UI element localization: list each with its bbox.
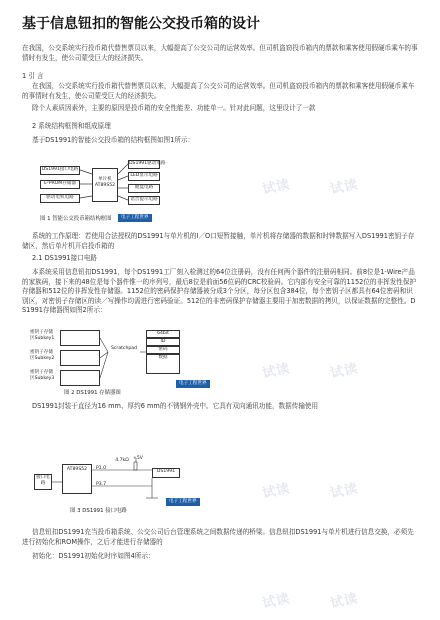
fig1-block-eeprom: E²PROM存储器 xyxy=(40,180,80,189)
figure-3-caption: 图 3 DS1991 接口电路 xyxy=(70,508,127,514)
fig1-block-led: LED显示电路 xyxy=(128,172,160,181)
figure-2-caption: 图 2 DS1991 存储器图 xyxy=(64,390,121,396)
watermark-text: 试读 xyxy=(329,177,360,198)
fig2-label-id: ID xyxy=(146,338,180,346)
section-2-1-heading: 2.1 DS1991接口电路 xyxy=(32,254,98,262)
section-1-paragraph-1: 在我国，公交系统实行投币箱代替售票员以来，大幅提高了公交公司的运营效率。但司机盗窃投币箱内的票款和乘客使用假硬币乘车的事情时有发生，使公司蒙受巨大的经济损失。 xyxy=(22,82,415,100)
section-1-paragraph-2: 除个人素质因素外，主要的原因是投币箱的安全性能差、功能单一。针对此问题，这里设计了一款 xyxy=(32,104,316,112)
figure-3-logo: 电子工程世界 xyxy=(166,498,200,506)
watermark-text: 试读 xyxy=(261,591,292,612)
watermark-text: 试读 xyxy=(329,591,360,612)
last-line: 初始化：DS1991初始化时序如图4所示： xyxy=(32,552,155,560)
fig3-label-vcc: +5V xyxy=(130,456,146,463)
fig1-block-keyboard: 键盘电路 xyxy=(128,184,160,193)
fig2-connectors xyxy=(30,330,180,396)
paragraph-after-figure-3: 信息钮扣DS1991充当投币箱系统、公交公司后台管理系统之间数据传递的桥梁。信息钮扣DS1991与单片机进行信息交换，必须先进行初始化和ROM操作，之后才能进行存储器的 xyxy=(22,528,414,546)
fig3-label-p37: P3.7 xyxy=(95,482,107,487)
section-2-1-paragraph: 本系统采用信息钮扣DS1991，每个DS1991工厂刻入检测过的64位注册码，没有任何两个器件的注册码相同。前8位是1-Wire产品的家族码，接下来的48位是每个器件惟一的序列号，最后8位是前面56位码的CRC校验码。它内部有安全可靠的1152位的非挥发性保护存储器和512位的非挥发性存储器。1152位的密码保护存储器被分成3个分区，每分区包含384位，每个密钥子区都具有64位密码和识别区，对密钥子存储区的读／写操作均需进行密码验证。512位的非密码保护存储器主要用于加密数据的拷贝，以保证数据的完整性。DS1991存储器图如图2所示： xyxy=(22,268,417,315)
fig3-label-p10: P1.0 xyxy=(95,466,107,471)
figure-1-logo: 电子工程世界 xyxy=(118,214,152,222)
watermark-text: 试读 xyxy=(261,481,292,502)
fig3-label-ds1991: DS1991 xyxy=(152,468,180,478)
watermark-text: 试读 xyxy=(329,481,360,502)
intro-paragraph: 在我国，公交系统实行投币箱代替售票员以来，大幅提高了公交公司的运营效率。但司机盗窃投币箱内的票款和乘客使用假硬币乘车的事情时有发生，使公司蒙受巨大的经济损失。 xyxy=(22,44,418,62)
fig2-label-subkey1: 密钥子存储区Subkey1 xyxy=(30,330,56,344)
fig3-label-mcu: AT89S52 xyxy=(62,464,92,494)
section-1-heading: 1 引 言 xyxy=(22,72,44,80)
watermark-text: 试读 xyxy=(329,361,360,382)
fig2-label-subkey2: 密钥子存储区Subkey2 xyxy=(30,350,56,364)
section-2-paragraph: 基于DS1991的智能公交投币箱的结构框图如图1所示： xyxy=(32,136,195,144)
fig1-block-mcu: 单片机AT89S52 xyxy=(92,168,118,202)
watermark-text: 试读 xyxy=(261,361,292,382)
fig2-label-64bit: 64bit xyxy=(146,330,180,338)
section-2-heading: 2 系统结构框图和组成原理 xyxy=(32,122,111,130)
watermark-text: 试读 xyxy=(261,177,292,198)
fig2-label-password: 密码 xyxy=(146,346,180,354)
fig1-block-voice: 语音提示电路 xyxy=(128,196,160,205)
fig2-label-scratchpad: Scratchpad xyxy=(108,346,140,358)
figure-1-caption: 图 1 智能公交投币箱结构框图 xyxy=(40,216,112,222)
fig2-label-data: 数据 xyxy=(146,354,180,374)
fig1-block-driver: DS1991驱动电路 xyxy=(128,160,160,169)
fig1-block-motor: 驱动电机电路 xyxy=(40,194,80,203)
fig3-label-interface: 接口电路 xyxy=(34,474,52,490)
fig3-label-resistor: 4.7kΩ xyxy=(115,458,129,463)
fig2-label-subkey3: 密钥子存储区Subkey3 xyxy=(30,370,56,384)
fig1-block-interface: DS1991接口电路 xyxy=(40,166,80,175)
figure-2-memory-map xyxy=(30,330,180,396)
page-title: 基于信息钮扣的智能公交投币箱的设计 xyxy=(22,16,260,32)
paragraph-after-figure-2: DS1991封装于直径为16 mm、厚约6 mm的不锈钢外壳中。它具有双向通讯功能，数据传输使用 xyxy=(32,402,319,410)
paragraph-after-figure-1: 系统的工作原理：若使用合法授权的DS1991与单片机的I／O口短暂接触，单片机将存储器的数据和时钟数据写入DS1991密钥子存储区，然后单片机开启投币箱的 xyxy=(22,232,415,250)
fig3-wiring xyxy=(34,448,184,514)
figure-3-interface-circuit xyxy=(34,448,184,514)
figure-2-logo: 电子工程世界 xyxy=(176,380,210,388)
